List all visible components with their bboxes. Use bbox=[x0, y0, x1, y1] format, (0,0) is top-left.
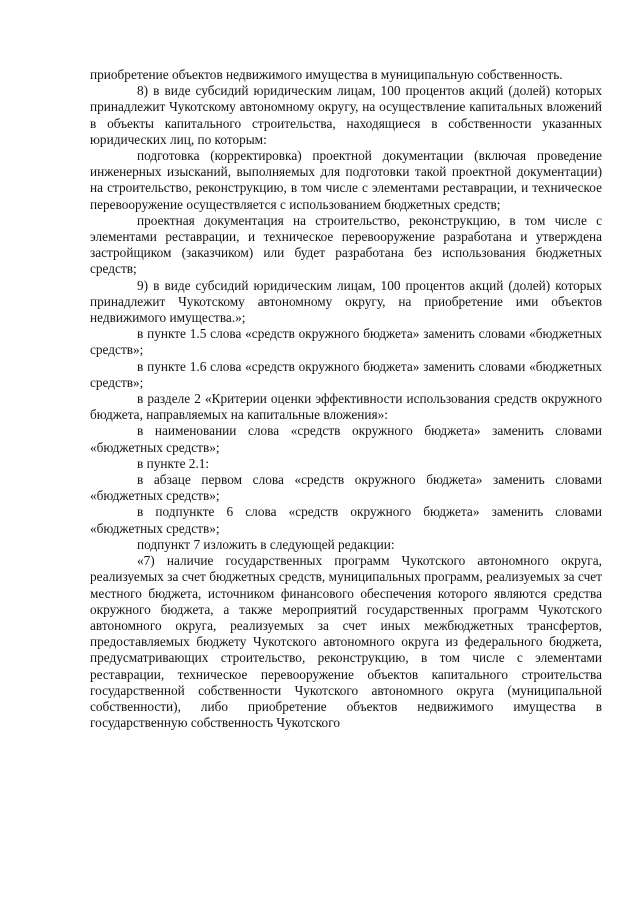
paragraph-6: в пункте 1.5 слова «средств окружного бюджета» заменить словами «бюджетных средств»; bbox=[90, 326, 602, 358]
paragraph-3: подготовка (корректировка) проектной документации (включая проведение инженерных изысканий, выполняемых для подготовки такой проектной документации) на строительство, реконструкцию, в том числе с элементами реставрации, и техническое перевооружение осуществляется с использованием бюджетных средств; bbox=[90, 148, 602, 212]
paragraph-8: в разделе 2 «Критерии оценки эффективности использования средств окружного бюджета, направляемых на капитальные вложения»: bbox=[90, 391, 602, 423]
paragraph-5: 9) в виде субсидий юридическим лицам, 100 процентов акций (долей) которых принадлежит Чукотскому автономному округу, на приобретение ими объектов недвижимого имущества.»; bbox=[90, 277, 602, 326]
paragraph-1: приобретение объектов недвижимого имущества в муниципальную собственность. bbox=[90, 67, 563, 82]
paragraph-10: в пункте 2.1: bbox=[137, 455, 210, 471]
paragraph-11: в абзаце первом слова «средств окружного бюджета» заменить словами «бюджетных средств»; bbox=[90, 472, 602, 504]
paragraph-9: в наименовании слова «средств окружного бюджета» заменить словами «бюджетных средств»; bbox=[90, 423, 602, 455]
paragraph-4: проектная документация на строительство, реконструкцию, в том числе с элементами реставрации, и техническое перевооружение разработана и утверждена застройщиком (заказчиком) или будет разработана без использования бюджетных средств; bbox=[90, 212, 602, 277]
paragraph-13: подпункт 7 изложить в следующей редакции: bbox=[137, 536, 395, 552]
paragraph-7: в пункте 1.6 слова «средств окружного бюджета» заменить словами «бюджетных средств»; bbox=[90, 358, 602, 390]
paragraph-2: 8) в виде субсидий юридическим лицам, 100 процентов акций (долей) которых принадлежит Чукотскому автономному округу, на осуществление капитальных вложений в объекты капитального строительства, находящиеся в собственности указанных юридических лиц, по которым: bbox=[90, 83, 602, 147]
paragraph-12: в подпункте 6 слова «средств окружного бюджета» заменить словами «бюджетных средств»; bbox=[90, 504, 602, 536]
document-page bbox=[90, 67, 602, 731]
paragraph-14: «7) наличие государственных программ Чукотского автономного округа, реализуемых за счет бюджетных средств, муниципальных программ, реализуемых за счет местного бюджета, источником финансового обеспечения которого являются средства окружного бюджета, а также мероприятий государственных программ Чукотского автономного округа, реализуемых за счет иных межбюджетных трансфертов, предоставляемых бюджету Чукотского автономного округа из федерального бюджета, предусматривающих строительство, реконструкцию, в том числе с элементами реставрации, техническое перевооружение объектов капитального строительства государственной собственности Чукотского автономного округа (муниципальной собственности), либо приобретение объектов недвижимого имущества в государственную собственность Чукотского bbox=[90, 553, 602, 731]
